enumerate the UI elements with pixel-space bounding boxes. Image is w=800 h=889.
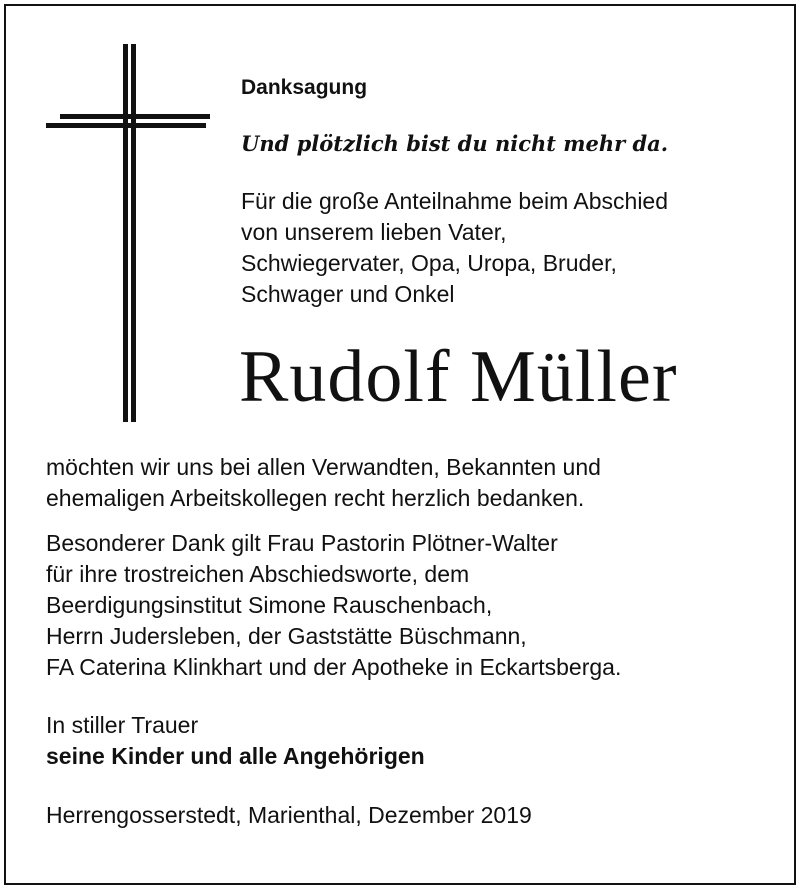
- intro-line: Schwiegervater, Opa, Uropa, Bruder,: [241, 250, 617, 276]
- heading: Danksagung: [241, 76, 368, 99]
- thanks-text: [46, 452, 601, 514]
- thanks-line: möchten wir uns bei allen Verwandten, Bekannten und: [46, 454, 601, 480]
- quote: Und plötzlich bist du nicht mehr da.: [241, 131, 669, 156]
- special-line: Herrn Judersleben, der Gaststätte Büschmann,: [46, 623, 527, 649]
- special-line: für ihre trostreichen Abschiedsworte, dem: [46, 561, 470, 587]
- place-date: Herrengosserstedt, Marienthal, Dezember 2019: [46, 802, 532, 828]
- intro-line: von unserem lieben Vater,: [241, 219, 507, 245]
- thanks-line: ehemaligen Arbeitskollegen recht herzlich bedanken.: [46, 485, 585, 511]
- special-line: Besonderer Dank gilt Frau Pastorin Plötner-Walter: [46, 530, 558, 556]
- intro-text: [241, 186, 668, 310]
- cross-icon: [46, 44, 212, 422]
- deceased-name: Rudolf Müller: [239, 336, 678, 418]
- mourning-signature: [46, 710, 425, 772]
- intro-line: Für die große Anteilnahme beim Abschied: [241, 188, 669, 214]
- intro-line: Schwager und Onkel: [241, 281, 455, 307]
- special-line: FA Caterina Klinkhart und der Apotheke in Eckartsberga.: [46, 654, 622, 680]
- signature-line: seine Kinder und alle Angehörigen: [46, 743, 425, 769]
- special-line: Beerdigungsinstitut Simone Rauschenbach,: [46, 592, 493, 618]
- special-thanks-text: [46, 528, 621, 683]
- mourning-line: In stiller Trauer: [46, 712, 199, 738]
